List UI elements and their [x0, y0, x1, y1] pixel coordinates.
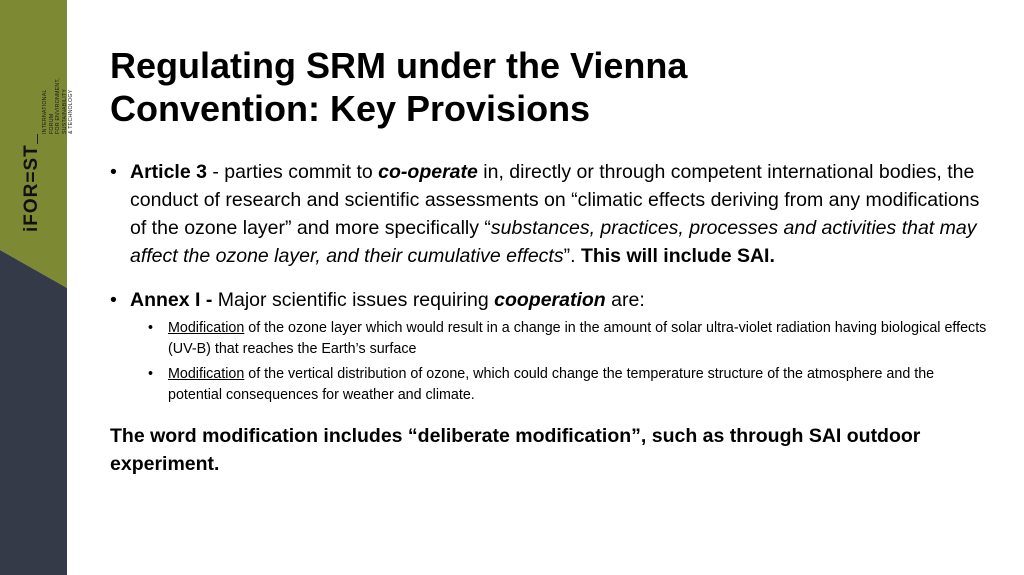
- logo-divider: [37, 134, 38, 144]
- bullet-article-3: [110, 158, 990, 270]
- bullet-text: in, directly or through competent international bodies, the conduct of research and scientific assessments on “climatic effects deriving from any modifications of the ozone layer” and more specifically “: [130, 161, 980, 239]
- sub-bullet-text: of the vertical distribution of ozone, which could change the temperature structure of the atmosphere and the potential consequences for weather and climate.: [168, 366, 935, 403]
- bullet-annex-1: [110, 286, 990, 314]
- bullet-strong: This will include SAI.: [580, 245, 775, 267]
- bullet-text: are:: [605, 289, 645, 311]
- logo-tagline-line: FOR ENVIRONMENT,: [55, 78, 62, 134]
- slide-body: [110, 158, 990, 478]
- iforest-logo: [21, 72, 75, 232]
- bullet-lead: Article 3: [130, 161, 207, 183]
- sub-bullet: [110, 364, 990, 406]
- bullet-text: Major scientific issues requiring: [212, 289, 495, 311]
- logo-wordmark: iFOR=ST: [21, 144, 42, 232]
- logo-tagline-line: INTERNATIONAL: [42, 89, 48, 134]
- logo-tagline-line: FORUM: [48, 113, 55, 134]
- sub-bullet-dot: •: [148, 366, 154, 382]
- bullet-text: ”.: [563, 245, 581, 267]
- underlined-term: Modification: [168, 320, 245, 336]
- slide-title-line2: Convention: Key Provisions: [110, 88, 591, 129]
- bullet-lead: Annex I -: [130, 289, 213, 311]
- emphasis-cooperation: cooperation: [494, 289, 606, 311]
- sub-bullet: [110, 318, 990, 360]
- conclusion-text: The word modification includes “deliberate modification”, such as through SAI outdoor experiment.: [110, 425, 921, 475]
- bullet-text: - parties commit to: [206, 161, 379, 183]
- bullet-dot: •: [110, 161, 117, 183]
- sub-bullet-dot: •: [148, 320, 154, 336]
- underlined-term: Modification: [168, 366, 245, 382]
- emphasis-co-operate: co-operate: [378, 161, 478, 183]
- logo-tagline-line: & TECHNOLOGY: [68, 89, 75, 134]
- sidebar-band: [0, 0, 75, 575]
- bullet-dot: •: [110, 289, 117, 311]
- slide-title: [110, 44, 930, 130]
- quoted-substances: substances, practices, processes and activities that may affect the ozone layer, and their cumulative effects: [130, 217, 977, 267]
- sidebar-dark-region: [0, 250, 67, 575]
- slide-title-line1: Regulating SRM under the Vienna: [110, 45, 688, 86]
- logo-tagline: [42, 78, 75, 134]
- logo-tagline-line: SUSTAINABILITY: [61, 88, 68, 134]
- sub-bullet-text: of the ozone layer which would result in a change in the amount of solar ultra-violet radiation having biological effects (UV-B) that reaches the Earth’s surface: [168, 320, 987, 357]
